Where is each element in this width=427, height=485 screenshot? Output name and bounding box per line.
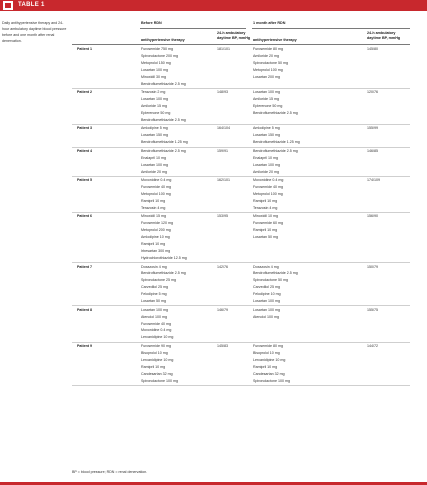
- before-medication: Losartan 100 mg: [141, 162, 168, 167]
- after-medication: Metoprolol 100 mg: [253, 67, 283, 72]
- after-medication: Bendroflumethiazide 2.5 mg: [253, 271, 298, 276]
- after-bp-value: 145/80: [367, 47, 378, 51]
- after-medication: Losartan 100 mg: [253, 162, 280, 167]
- after-medication: Ramipril 10 mg: [253, 228, 278, 233]
- before-bp-value: 145/83: [217, 343, 228, 348]
- after-therapy-header: antihypertensive therapy: [253, 38, 297, 42]
- patient-label: Patient 7: [77, 264, 92, 269]
- patient-label: Patient 9: [77, 343, 92, 348]
- patient-label: Patient 1: [77, 47, 92, 51]
- after-medication: Amiloride 20 mg: [253, 53, 279, 58]
- after-rdn-header: 1 month after RDN: [253, 21, 286, 25]
- after-medication: Losartan 50 mg: [253, 235, 278, 240]
- row-separator: [72, 176, 410, 177]
- before-medication: Enalapril 10 mg: [141, 155, 166, 160]
- row-separator: [72, 342, 410, 343]
- after-bp-value: 156/90: [367, 214, 378, 219]
- before-medication: Eplerenone 50 mg: [141, 110, 171, 115]
- after-medication: Spironolactone 50 mg: [253, 60, 288, 65]
- after-bp-value: 174/109: [367, 178, 380, 183]
- after-bp-value: 146/85: [367, 148, 378, 153]
- after-medication: Losartan 100 mg: [253, 90, 280, 95]
- after-bp-value: 155/75: [367, 307, 378, 312]
- after-abpm-header: 24-h ambulatory daytime BP, mmHg: [367, 31, 401, 40]
- row-separator: [72, 147, 410, 148]
- after-medication: Losartan 100 mg: [253, 299, 280, 304]
- before-medication: Carvedilol 25 mg: [141, 285, 168, 290]
- before-medication: Minoxidil 30 mg: [141, 74, 166, 79]
- before-medication: Amlodipine 5 mg: [141, 126, 168, 131]
- before-medication: Spironolactone 25 mg: [141, 278, 176, 283]
- before-medication: Doxazosin 4 mg: [141, 264, 167, 269]
- table-label: TABLE 1: [18, 2, 45, 8]
- before-medication: Moxonidine 0.4 mg: [141, 328, 172, 333]
- before-medication: Bendroflumethiazide 2.5 mg: [141, 148, 186, 153]
- before-medication: Hydrochlorothiazide 12.5 mg: [141, 255, 187, 260]
- before-therapy-header: antihypertensive therapy: [141, 38, 185, 42]
- after-medication: Furosemide 60 mg: [253, 221, 283, 226]
- after-medication: Furosemide 80 mg: [253, 47, 283, 51]
- patient-label: Patient 2: [77, 90, 92, 95]
- before-medication: Atenolol 100 mg: [141, 314, 167, 319]
- after-medication: Eplerenone 50 mg: [253, 104, 283, 109]
- before-medication: Losartan 100 mg: [141, 307, 168, 312]
- after-medication: Spironolactone 100 mg: [253, 378, 290, 383]
- patient-label: Patient 8: [77, 307, 92, 312]
- before-medication: Furosemide 120 mg: [141, 221, 173, 226]
- before-medication: Metoprolol 100 mg: [141, 192, 171, 196]
- after-medication: Losartan 100 mg: [253, 307, 280, 312]
- after-medication: Bendroflumethiazide 1.25 mg: [253, 140, 300, 145]
- before-bp-value: 142/76: [217, 264, 228, 269]
- before-medication: Bisoprolol 10 mg: [141, 350, 168, 355]
- before-bp-value: 148/93: [217, 90, 228, 95]
- table-header-bar: [0, 0, 427, 11]
- row-separator: [72, 262, 410, 263]
- before-medication: Bendroflumethiazide 1.25 mg: [141, 140, 188, 145]
- before-medication: Felodipine 5 mg: [141, 292, 167, 297]
- after-medication: Atenolol 100 mg: [253, 314, 279, 319]
- before-medication: Spironolactone 200 mg: [141, 53, 178, 58]
- after-medication: Spironolactone 50 mg: [253, 278, 288, 283]
- after-medication: Losartan 200 mg: [253, 74, 280, 79]
- after-medication: Losartan 150 mg: [253, 133, 280, 138]
- table-footnote: BP = blood pressure; RDN = renal denervation.: [72, 470, 148, 474]
- before-medication: Furosemide 750 mg: [141, 47, 173, 51]
- patient-label: Patient 6: [77, 214, 92, 219]
- row-separator: [72, 124, 410, 125]
- before-medication: Losartan 100 mg: [141, 97, 168, 102]
- after-bp-value: 144/72: [367, 343, 378, 348]
- before-medication: Moxonidine 0.4 mg: [141, 178, 172, 183]
- after-medication: Enalapril 10 mg: [253, 155, 278, 160]
- after-medication: Furosemide 80 mg: [253, 343, 283, 348]
- before-medication: Minoxidil 15 mg: [141, 214, 166, 219]
- before-medication: Amlodipine 10 mg: [141, 235, 170, 240]
- before-medication: Losartan 100 mg: [141, 67, 168, 72]
- before-medication: Candesartan 32 mg: [141, 371, 173, 376]
- before-rdn-header: Before RDN: [141, 21, 162, 25]
- journal-logo-icon: [3, 1, 13, 10]
- after-medication: Ramipril 10 mg: [253, 198, 278, 203]
- after-medication: Doxazosin 4 mg: [253, 264, 279, 269]
- patient-label: Patient 5: [77, 178, 92, 183]
- before-medication: Spironolactone 100 mg: [141, 378, 178, 383]
- after-bp-value: 155/99: [367, 126, 378, 131]
- before-bp-value: 181/101: [217, 47, 230, 51]
- before-bp-value: 162/101: [217, 178, 230, 183]
- before-medication: Furosemide 40 mg: [141, 185, 171, 190]
- patient-label: Patient 3: [77, 126, 92, 131]
- before-medication: Bendroflumethiazide 2.5 mg: [141, 117, 186, 122]
- patient-label: Patient 4: [77, 148, 92, 153]
- after-medication: Furosemide 40 mg: [253, 185, 283, 190]
- before-medication: Amiloride 15 mg: [141, 104, 167, 109]
- after-medication: Bendroflumethiazide 2.5 mg: [253, 110, 298, 115]
- before-medication: Metoprolol 200 mg: [141, 228, 171, 233]
- after-medication: Amiloride 15 mg: [253, 97, 279, 102]
- after-medication: Ramipril 10 mg: [253, 364, 278, 369]
- before-medication: Terazosin 2 mg: [141, 90, 166, 95]
- after-medication: Terazosin 4 mg: [253, 205, 278, 210]
- before-bp-value: 153/95: [217, 214, 228, 219]
- before-bp-value: 159/91: [217, 148, 228, 153]
- before-medication: Bendroflumethiazide 2.5 mg: [141, 81, 186, 86]
- before-bp-value: 146/79: [217, 307, 228, 312]
- before-medication: Losartan 150 mg: [141, 133, 168, 138]
- table-caption: Daily antihypertensive therapy and 24-hour ambulatory daytime blood pressure before and one month after renal denervation.: [2, 21, 67, 43]
- after-bp-value: 150/79: [367, 264, 378, 269]
- after-medication: Bendroflumethiazide 2.5 mg: [253, 148, 298, 153]
- after-medication: Lercanidipine 10 mg: [253, 357, 286, 362]
- after-medication: Amiloride 20 mg: [253, 169, 279, 174]
- after-medication: Bisoprolol 10 mg: [253, 350, 280, 355]
- after-bp-value: 120/76: [367, 90, 378, 95]
- before-medication: Ramipril 10 mg: [141, 364, 166, 369]
- before-medication: Furosemide 90 mg: [141, 343, 171, 348]
- after-medication: Candesartan 32 mg: [253, 371, 285, 376]
- before-medication: Lercanidipine 10 mg: [141, 335, 174, 340]
- before-medication: Terazosin 4 mg: [141, 205, 166, 210]
- before-medication: Ramipril 10 mg: [141, 198, 166, 203]
- before-medication: Amiloride 20 mg: [141, 169, 167, 174]
- row-separator: [72, 305, 410, 306]
- before-medication: Furosemide 40 mg: [141, 321, 171, 326]
- before-medication: Lercanidipine 10 mg: [141, 357, 174, 362]
- before-abpm-header: 24-h ambulatory daytime BP, mmHg: [217, 31, 251, 40]
- after-header-rule: [252, 28, 410, 29]
- after-medication: Carvedilol 25 mg: [253, 285, 280, 290]
- after-medication: Amlodipine 5 mg: [253, 126, 280, 131]
- before-header-rule: [140, 28, 246, 29]
- before-medication: Metoprolol 150 mg: [141, 60, 171, 65]
- before-medication: Irbesartan 300 mg: [141, 249, 171, 254]
- before-medication: Bendroflumethiazide 2.5 mg: [141, 271, 186, 276]
- before-bp-value: 164/104: [217, 126, 230, 131]
- row-separator: [72, 212, 410, 213]
- before-medication: Losartan 50 mg: [141, 299, 166, 304]
- row-separator: [72, 385, 410, 386]
- before-medication: Ramipril 10 mg: [141, 242, 166, 247]
- row-separator: [72, 88, 410, 89]
- after-medication: Metoprolol 100 mg: [253, 192, 283, 196]
- column-header-rule: [72, 44, 410, 45]
- after-medication: Minoxidil 10 mg: [253, 214, 278, 219]
- after-medication: Felodipine 10 mg: [253, 292, 281, 297]
- after-medication: Moxonidine 0.4 mg: [253, 178, 284, 183]
